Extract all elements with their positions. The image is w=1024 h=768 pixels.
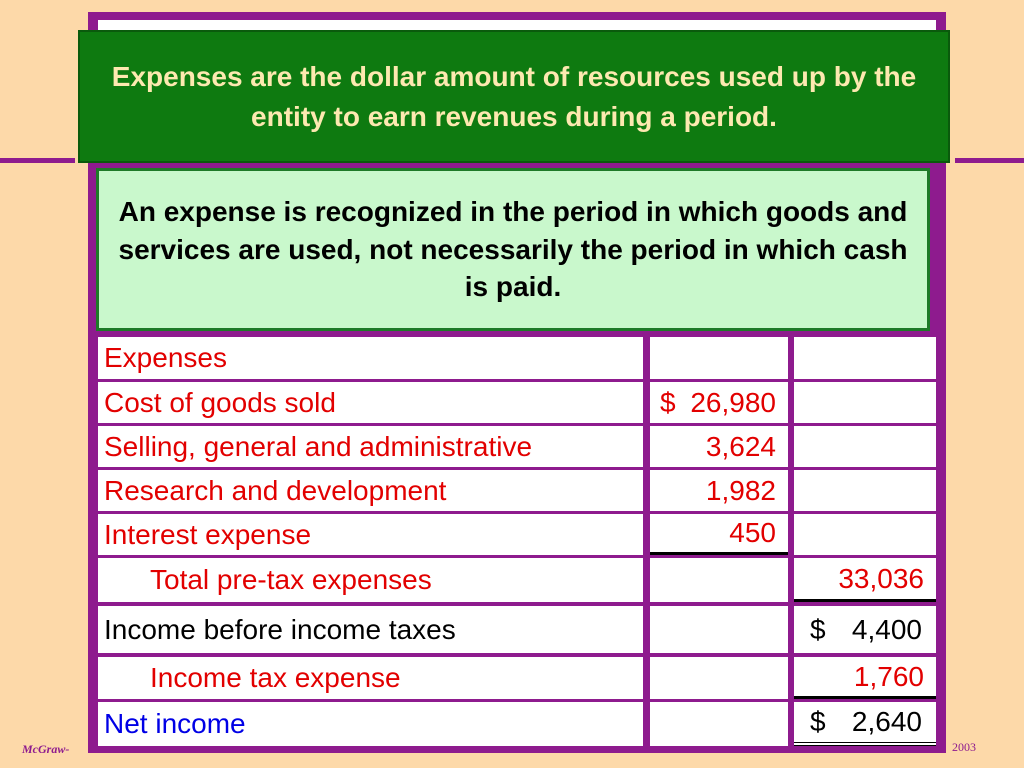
row-income-before-tax-col2 [794,606,936,653]
row-total-expenses-col2: 33,036 [794,558,936,602]
dollar-sign: $ [810,706,826,737]
row-expenses-col1 [650,337,788,379]
right-accent-bar [955,158,1024,163]
row-cogs-value: 26,980 [690,386,776,418]
row-net-income-col1 [650,702,788,746]
row-rnd-col1: 1,982 [650,470,788,511]
row-net-income-value: 2,640 [851,706,922,737]
row-rnd-label: Research and development [98,470,643,511]
row-income-tax-col1 [650,657,788,699]
left-accent-bar [0,158,75,163]
row-expenses-col2 [794,337,936,379]
row-income-before-tax-value: 4,400 [851,613,922,645]
row-cogs-label: Cost of goods sold [98,382,643,423]
dollar-sign: $ [660,386,676,418]
row-total-expenses-col1 [650,558,788,602]
row-rnd-col2 [794,470,936,511]
callout-text: An expense is recognized in the period in which goods and services are used, not necessarily the period in which cash is paid. [118,195,908,303]
row-cogs-col2 [794,382,936,423]
row-sga-col1: 3,624 [650,426,788,467]
row-interest-col1: 450 [650,514,788,555]
row-interest-label: Interest expense [98,514,643,555]
row-net-income-label: Net income [98,702,643,746]
banner-text: Expenses are the dollar amount of resources used up by the entity to earn revenues during a period. [111,61,917,132]
row-cogs-col1 [650,382,788,423]
row-sga-col2 [794,426,936,467]
row-income-tax-col2: 1,760 [794,657,936,699]
dollar-sign: $ [810,613,826,645]
row-income-before-tax-label: Income before income taxes [98,606,643,653]
row-interest-col2 [794,514,936,555]
footer-publisher: McGraw- [22,742,70,756]
row-sga-label: Selling, general and administrative [98,426,643,467]
row-income-before-tax-col1 [650,606,788,653]
row-net-income-col2 [794,702,936,746]
row-total-expenses-label: Total pre-tax expenses [98,558,643,602]
expense-definition-banner [78,30,950,163]
row-expenses-label: Expenses [98,337,643,379]
footer-year: 2003 [952,740,976,754]
recognition-callout [96,168,930,331]
row-income-tax-label: Income tax expense [98,657,643,699]
